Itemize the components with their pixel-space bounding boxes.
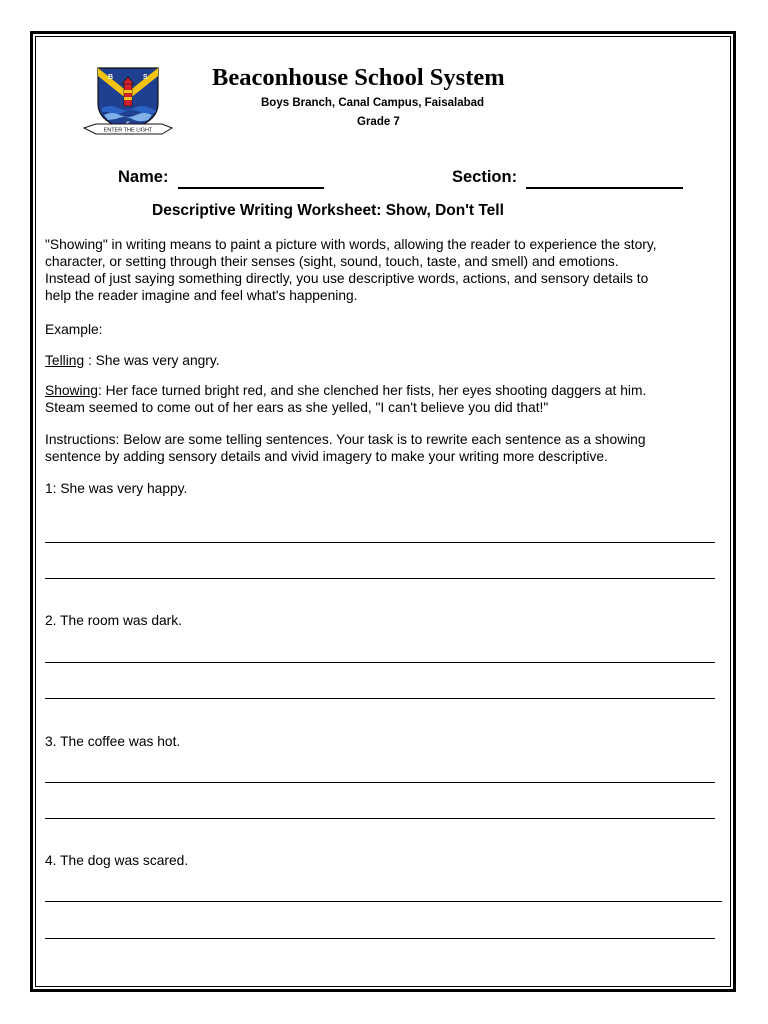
crest-motto: ENTER THE LIGHT	[103, 127, 153, 134]
telling-label: Telling	[45, 353, 85, 368]
showing-text: : Her face turned bright red, and she clenched her fists, her eyes shooting daggers at him.	[97, 383, 647, 398]
question-4: 4. The dog was scared.	[45, 853, 189, 868]
showing-label: Showing	[45, 383, 98, 398]
example-label: Example:	[45, 322, 103, 337]
crest-letter-1: B	[108, 74, 114, 81]
answer-line-4b[interactable]	[45, 938, 715, 939]
answer-line-4a[interactable]	[45, 901, 722, 902]
intro-line: help the reader imagine and feel what's happening.	[45, 288, 358, 303]
section-label: Section:	[452, 168, 518, 186]
instructions	[45, 431, 720, 465]
answer-line-3a[interactable]	[45, 782, 715, 783]
worksheet-title: Descriptive Writing Worksheet: Show, Don't Tell	[152, 202, 504, 219]
telling-text: : She was very angry.	[84, 353, 220, 368]
section-field[interactable]	[526, 187, 683, 189]
crest-letter-2: S	[143, 74, 148, 81]
showing-example	[45, 382, 720, 416]
intro-line: character, or setting through their senses (sight, sound, touch, taste, and smell) and emotions.	[45, 254, 619, 269]
answer-line-2b[interactable]	[45, 698, 715, 699]
school-name: Beaconhouse School System	[212, 64, 505, 91]
intro-paragraph	[45, 236, 720, 304]
intro-line: Instead of just saying something directly, you use descriptive words, actions, and sensory details to	[45, 271, 649, 286]
question-1: 1: She was very happy.	[45, 481, 188, 496]
answer-line-1b[interactable]	[45, 578, 715, 579]
name-field[interactable]	[178, 187, 324, 189]
answer-line-1a[interactable]	[45, 542, 715, 543]
grade-label: Grade 7	[357, 116, 400, 128]
name-label: Name:	[118, 168, 169, 186]
answer-line-2a[interactable]	[45, 662, 715, 663]
showing-text-cont: Steam seemed to come out of her ears as she yelled, "I can't believe you did that!"	[45, 400, 549, 415]
intro-line: "Showing" in writing means to paint a picture with words, allowing the reader to experience the story,	[45, 237, 657, 252]
school-crest-logo	[82, 64, 174, 140]
answer-line-3b[interactable]	[45, 818, 715, 819]
question-3: 3. The coffee was hot.	[45, 734, 181, 749]
question-2: 2. The room was dark.	[45, 613, 183, 628]
telling-example	[45, 352, 720, 369]
instructions-line: Instructions: Below are some telling sentences. Your task is to rewrite each sentence as a showing	[45, 432, 646, 447]
instructions-line: sentence by adding sensory details and vivid imagery to make your writing more descriptive.	[45, 449, 608, 464]
branch-name: Boys Branch, Canal Campus, Faisalabad	[261, 97, 485, 109]
